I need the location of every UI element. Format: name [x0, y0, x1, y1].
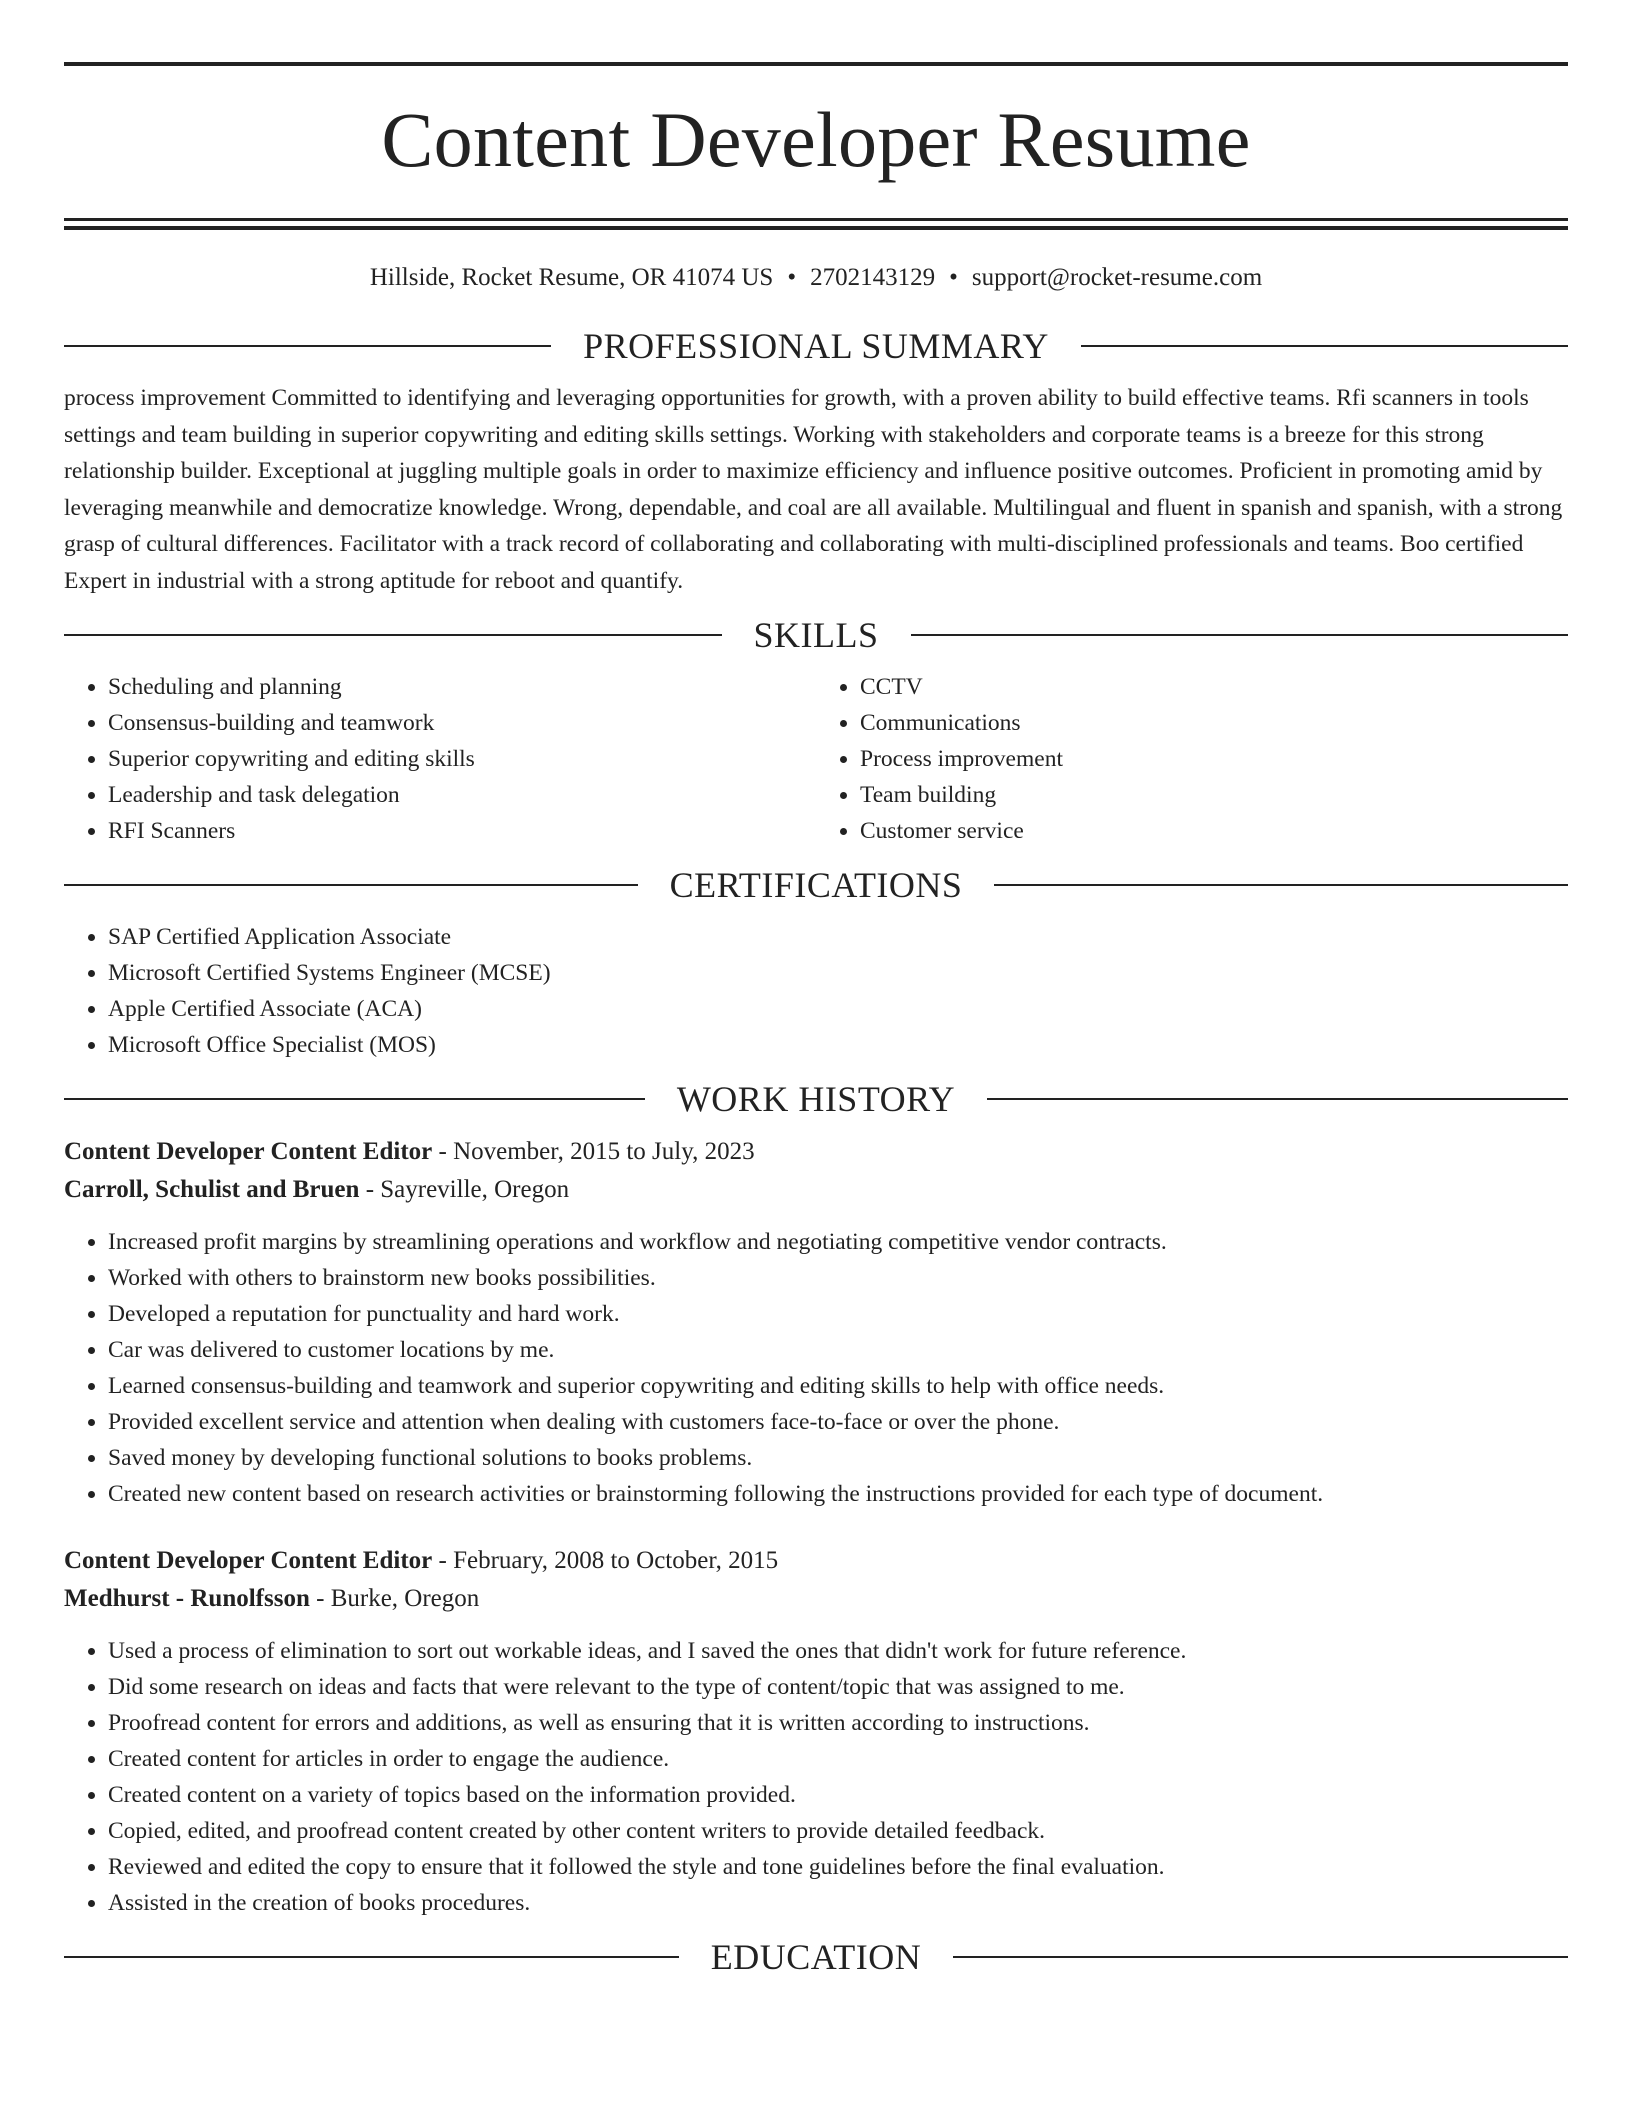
- job-bullet: • Learned consensus-building and teamwork and superior copywriting and editing skills to help with office needs.: [108, 1368, 1568, 1404]
- job-entry: [64, 1133, 1568, 1512]
- section-rule: [64, 345, 551, 347]
- summary-text: process improvement Committed to identifying and leveraging opportunities for growth, with a proven ability to build effective teams. Rfi scanners in tools settings and team building in superior copywriting and editing skills settings. Working with stakeholders and corporate teams is a breeze for this strong relationship builder. Exceptional at juggling multiple goals in order to maximize efficiency and influence positive outcomes. Proficient in promoting amid by leveraging meanwhile and democratize knowledge. Wrong, dependable, and coal are all available. Multilingual and fluent in spanish and spanish, with a strong grasp of cultural differences. Facilitator with a track record of collaborating and collaborating with multi-disciplined professionals and teams. Boo certified Expert in industrial with a strong aptitude for reboot and quantify.: [64, 385, 1563, 594]
- job-company: Medhurst - Runolfsson: [64, 1585, 310, 1612]
- job-bullet: • Developed a reputation for punctuality and hard work.: [108, 1296, 1568, 1332]
- job-bullet: • Worked with others to brainstorm new books possibilities.: [108, 1260, 1568, 1296]
- job-bullet: • Used a process of elimination to sort out workable ideas, and I saved the ones that didn't work for future reference.: [108, 1633, 1568, 1669]
- contact-separator: •: [949, 264, 958, 291]
- contact-phone: 2702143129: [810, 264, 936, 291]
- skills-list-right: [816, 669, 1568, 849]
- contact-email: support@rocket-resume.com: [971, 264, 1263, 291]
- section-rule: [64, 1956, 679, 1958]
- certification-item: • Microsoft Office Specialist (MOS): [108, 1027, 1568, 1063]
- section-rule: [953, 1956, 1568, 1958]
- job-bullet: • Increased profit margins by streamlining operations and workflow and negotiating competitive vendor contracts.: [108, 1224, 1568, 1260]
- certification-item: • Apple Certified Associate (ACA): [108, 991, 1568, 1027]
- work-history-section-header: [64, 1077, 1568, 1121]
- skill-item: • Superior copywriting and editing skills: [108, 741, 816, 777]
- job-bullet: • Car was delivered to customer locations by me.: [108, 1332, 1568, 1368]
- section-rule: [1081, 345, 1568, 347]
- section-rule: [64, 884, 638, 886]
- contact-address: Hillside, Rocket Resume, OR 41074 US: [369, 264, 774, 291]
- job-location: - Sayreville, Oregon: [359, 1176, 570, 1203]
- work-history-heading: WORK HISTORY: [676, 1079, 956, 1119]
- skill-item: • Communications: [860, 705, 1568, 741]
- certifications-section-header: [64, 863, 1568, 907]
- job-title-line: [64, 1542, 1568, 1580]
- skill-item: • Team building: [860, 777, 1568, 813]
- certification-item: • Microsoft Certified Systems Engineer (MCSE): [108, 955, 1568, 991]
- job-bullet: • Created content for articles in order to engage the audience.: [108, 1741, 1568, 1777]
- certifications-list: [64, 919, 1568, 1063]
- job-company-line: [64, 1171, 1568, 1209]
- title-double-rule: [64, 218, 1568, 230]
- job-bullet: • Copied, edited, and proofread content created by other content writers to provide detailed feedback.: [108, 1813, 1568, 1849]
- skills-heading: SKILLS: [753, 615, 879, 655]
- certification-item: • SAP Certified Application Associate: [108, 919, 1568, 955]
- skill-item: • Consensus-building and teamwork: [108, 705, 816, 741]
- section-rule: [911, 634, 1569, 636]
- education-section-header: [64, 1935, 1568, 1979]
- skill-item: • Process improvement: [860, 741, 1568, 777]
- top-rule: [64, 62, 1568, 66]
- job-title: Content Developer Content Editor: [64, 1547, 433, 1574]
- job-title: Content Developer Content Editor: [64, 1138, 433, 1165]
- job-location: - Burke, Oregon: [309, 1585, 480, 1612]
- section-rule: [64, 634, 722, 636]
- section-rule: [64, 1098, 645, 1100]
- skills-columns: [64, 669, 1568, 849]
- resume-title: Content Developer Resume: [381, 96, 1251, 183]
- job-bullet: • Created content on a variety of topics based on the information provided.: [108, 1777, 1568, 1813]
- contact-separator: •: [787, 264, 797, 291]
- summary-heading: PROFESSIONAL SUMMARY: [583, 326, 1049, 366]
- job-bullet: • Assisted in the creation of books procedures.: [108, 1885, 1568, 1921]
- skill-item: • RFI Scanners: [108, 813, 816, 849]
- job-bullet: • Provided excellent service and attention when dealing with customers face-to-face or over the phone.: [108, 1404, 1568, 1440]
- skill-item: • Scheduling and planning: [108, 669, 816, 705]
- job-bullet: • Did some research on ideas and facts that were relevant to the type of content/topic that was assigned to me.: [108, 1669, 1568, 1705]
- section-rule: [994, 884, 1568, 886]
- job-bullet-list: [64, 1633, 1568, 1921]
- section-rule: [987, 1098, 1568, 1100]
- skill-item: • Leadership and task delegation: [108, 777, 816, 813]
- certifications-heading: CERTIFICATIONS: [669, 865, 963, 905]
- job-bullet: • Saved money by developing functional solutions to books problems.: [108, 1440, 1568, 1476]
- job-title-line: [64, 1133, 1568, 1171]
- skill-item: • CCTV: [860, 669, 1568, 705]
- job-entry: [64, 1542, 1568, 1921]
- education-heading: EDUCATION: [710, 1937, 922, 1977]
- skills-list-left: [64, 669, 816, 849]
- job-bullet: • Reviewed and edited the copy to ensure that it followed the style and tone guidelines before the final evaluation.: [108, 1849, 1568, 1885]
- job-bullet: • Proofread content for errors and additions, as well as ensuring that it is written according to instructions.: [108, 1705, 1568, 1741]
- summary-section-header: [64, 324, 1568, 368]
- skills-section-header: [64, 613, 1568, 657]
- job-dates: - November, 2015 to July, 2023: [432, 1138, 755, 1165]
- skill-item: • Customer service: [860, 813, 1568, 849]
- job-bullet: • Created new content based on research activities or brainstorming following the instructions provided for each type of document.: [108, 1476, 1568, 1512]
- job-company: Carroll, Schulist and Bruen: [64, 1176, 360, 1203]
- job-company-line: [64, 1580, 1568, 1618]
- contact-line: [64, 262, 1568, 294]
- job-dates: - February, 2008 to October, 2015: [432, 1547, 779, 1574]
- job-bullet-list: [64, 1224, 1568, 1512]
